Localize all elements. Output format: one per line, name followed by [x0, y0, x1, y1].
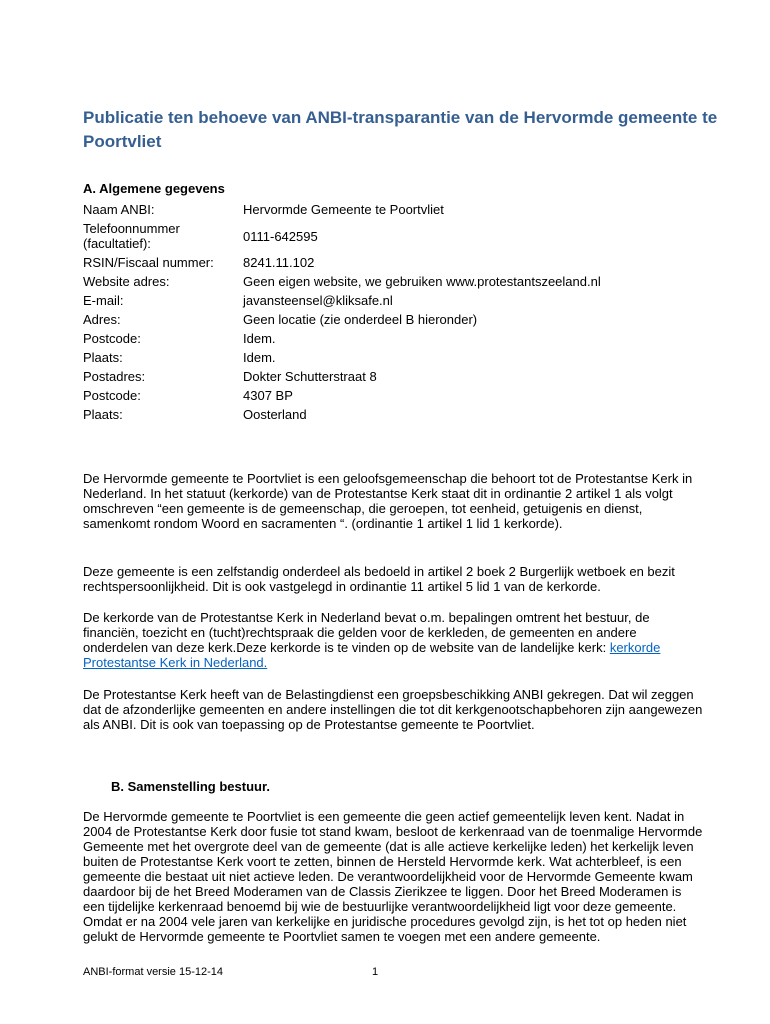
paragraph-kerkorde-text: De kerkorde van de Protestantse Kerk in Nederland bevat o.m. bepalingen omtrent het bestuur, de financiën, toezicht en (tucht)rechtspraak die gelden voor de kerkleden, de gemeenten en andere onderdelen van deze kerk.Deze kerkorde is te vinden op de website van de landelijke kerk: — [83, 610, 650, 655]
paragraph-bestuur: De Hervormde gemeente te Poortvliet is een gemeente die geen actief gemeentelijk leven kent. Nadat in 2004 de Protestantse Kerk door fusie tot stand kwam, besloot de kerkenraad van de toenmalige Hervormde Gemeente met het overgrote deel van de gemeente (dat is alle actieve kerkelijke leden) het kerkelijk leven buiten de Protestantse Kerk voort te zetten, binnen de Hersteld Hervormde kerk. Wat achterbleef, is een gemeente die bestaat uit niet actieve leden. De verantwoordelijkheid voor de Hervormde Gemeente kwam daardoor bij de het Breed Moderamen van de Classis Zierikzee te liggen. Door het Breed Moderamen is een tijdelijke kerkenraad benoemd bij wie de bestuurlijke verantwoordelijkheid ligt voor deze gemeente. Omdat er na 2004 vele jaren van kerkelijke en juridische procedures gevolgd zijn, is het tot op heden niet gelukt de Hervormde gemeente te Poortvliet samen te voegen met een andere gemeente. — [83, 809, 703, 944]
info-row — [81, 291, 685, 310]
email-value: javansteensel@kliksafe.nl — [243, 293, 393, 308]
info-row — [81, 329, 685, 348]
info-label: Adres: — [83, 312, 121, 327]
info-value: Geen locatie (zie onderdeel B hieronder) — [243, 312, 478, 327]
info-label: Postadres: — [83, 369, 146, 384]
info-value: Dokter Schutterstraat 8 — [243, 369, 377, 384]
info-row — [81, 272, 685, 291]
info-label: Postcode: — [83, 388, 141, 403]
info-label: Plaats: — [83, 407, 123, 422]
paragraph-groepsbeschikking: De Protestantse Kerk heeft van de Belastingdienst een groepsbeschikking ANBI gekregen. Dat wil zeggen dat de afzonderlijke gemeenten en andere instellingen die tot dit kerkgenootschapbehoren zijn aangewezen als ANBI. Dit is ook van toepassing op de Protestantse gemeente te Poortvliet. — [83, 687, 703, 732]
info-value: Hervormde Gemeente te Poortvliet — [243, 202, 444, 217]
paragraph-kerkorde — [83, 610, 703, 670]
info-label: RSIN/Fiscaal nummer: — [83, 255, 214, 270]
footer-page-number: 1 — [372, 966, 379, 978]
info-value: Idem. — [243, 331, 276, 346]
info-label: Plaats: — [83, 350, 123, 365]
info-row — [81, 310, 685, 329]
info-row — [81, 367, 685, 386]
paragraph-geloofsgemeenschap: De Hervormde gemeente te Poortvliet is een geloofsgemeenschap die behoort tot de Protestantse Kerk in Nederland. In het statuut (kerkorde) van de Protestantse Kerk staat dit in ordinantie 2 artikel 1 als volgt omschreven “een gemeente is de gemeenschap, die geroepen, tot eenheid, getuigenis en dienst, samenkomt rondom Woord en sacramenten “. (ordinantie 1 artikel 1 lid 1 kerkorde). — [83, 471, 693, 531]
info-label: E-mail: — [83, 293, 124, 308]
info-value: Idem. — [243, 350, 276, 365]
info-row — [81, 253, 685, 272]
info-value: 0111-642595 — [243, 228, 318, 244]
info-row — [81, 405, 685, 424]
info-label: Telefoonnummer (facultatief): — [83, 221, 180, 251]
section-b-heading: B. Samenstelling bestuur. — [111, 779, 270, 794]
section-a-heading: A. Algemene gegevens — [83, 181, 225, 196]
info-label: Website adres: — [83, 274, 170, 289]
info-value: 4307 BP — [243, 388, 293, 403]
info-value: Geen eigen website, we gebruiken www.protestantszeeland.nl — [243, 274, 601, 289]
info-value: Oosterland — [243, 407, 307, 422]
info-row — [81, 348, 685, 367]
info-row — [81, 219, 685, 253]
kerkorde-link[interactable]: kerkorde Protestantse Kerk in Nederland. — [83, 640, 661, 670]
page-title: Publicatie ten behoeve van ANBI-transparantie van de Hervormde gemeente te Poortvliet — [83, 108, 718, 151]
info-row — [81, 386, 685, 405]
footer-format-version: ANBI-format versie 15-12-14 — [83, 966, 223, 978]
info-value: 8241.11.102 — [243, 255, 315, 270]
general-info-table — [81, 200, 685, 424]
info-label: Naam ANBI: — [83, 202, 155, 217]
info-row — [81, 200, 685, 219]
info-label: Postcode: — [83, 331, 141, 346]
paragraph-rechtspersoonlijkheid: Deze gemeente is een zelfstandig onderdeel als bedoeld in artikel 2 boek 2 Burgerlijk wetboek en bezit rechtspersoonlijkheid. Dit is ook vastgelegd in ordinantie 11 artikel 5 lid 1 van de kerkorde. — [83, 564, 675, 594]
